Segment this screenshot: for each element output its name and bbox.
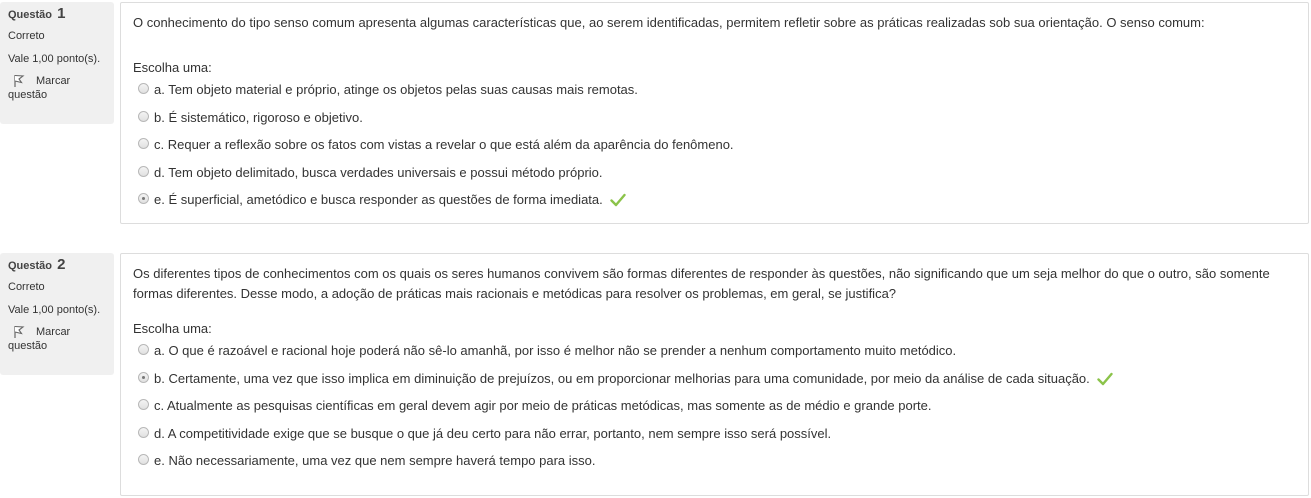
flag-label-2: questão	[8, 340, 48, 352]
question-number	[8, 257, 114, 274]
radio-button[interactable]	[138, 454, 149, 465]
radio-button[interactable]	[138, 83, 149, 94]
question-grade: Vale 1,00 ponto(s).	[8, 304, 101, 316]
answer-list	[133, 80, 1294, 218]
answer-option-a[interactable]	[133, 341, 1294, 369]
flag-icon	[12, 325, 26, 339]
answer-option-b[interactable]	[133, 369, 1294, 397]
check-icon	[1097, 372, 1113, 386]
question-text: O conhecimento do tipo senso comum apresenta algumas características que, ao serem identificadas, permitem refletir sobre as práticas realizadas sob sua orientação. O senso comum:	[133, 15, 1205, 30]
radio-button[interactable]	[138, 138, 149, 149]
question-state: Correto	[8, 281, 45, 293]
answer-option-e[interactable]	[133, 451, 1294, 479]
question-content	[120, 2, 1309, 224]
flag-icon	[12, 74, 26, 88]
answer-label: e. É superficial, ametódico e busca responder as questões de forma imediata.	[154, 192, 603, 207]
answer-list	[133, 341, 1294, 479]
radio-button[interactable]	[138, 427, 149, 438]
question-number	[8, 6, 114, 23]
answer-label: a. Tem objeto material e próprio, atinge os objetos pelas suas causas mais remotas.	[154, 82, 638, 97]
answer-label: a. O que é razoável e racional hoje poderá não sê-lo amanhã, por isso é melhor não se prender a nenhum comportamento muito metódico.	[154, 343, 957, 358]
flag-question-toggle[interactable]	[8, 325, 114, 353]
answer-label: b. Certamente, uma vez que isso implica em diminuição de prejuízos, ou em proporcionar melhorias para uma comunidade, por meio da análise de cada situação.	[154, 370, 1090, 386]
flag-label: Marcar	[36, 326, 71, 338]
answer-option-c[interactable]	[133, 135, 1294, 163]
question-info	[0, 253, 114, 375]
question-content	[120, 253, 1309, 496]
answer-label: c. Requer a reflexão sobre os fatos com vistas a revelar o que está além da aparência do fenômeno.	[154, 137, 734, 152]
question-label: Questão	[8, 260, 53, 272]
radio-button-selected[interactable]	[138, 372, 149, 383]
flag-question-toggle[interactable]	[8, 74, 114, 102]
question-state: Correto	[8, 30, 45, 42]
answer-option-d[interactable]	[133, 424, 1294, 452]
answer-option-e[interactable]	[133, 190, 1294, 218]
radio-button-selected[interactable]	[138, 193, 149, 204]
question-text: Os diferentes tipos de conhecimentos com os quais os seres humanos convivem são formas diferentes de responder às questões, não significando que um seja melhor do que o outro, são somente formas diferentes. Desse modo, a adoção de práticas mais racionais e metódicas para resolver os problemas, em geral, se justifica?	[133, 266, 1270, 301]
answer-option-a[interactable]	[133, 80, 1294, 108]
question-info	[0, 2, 114, 124]
flag-label: Marcar	[36, 75, 71, 87]
radio-button[interactable]	[138, 344, 149, 355]
question-grade: Vale 1,00 ponto(s).	[8, 53, 101, 65]
question-number-value: 1	[57, 5, 66, 22]
answer-label: d. A competitividade exige que se busque o que já deu certo para não errar, portanto, nem sempre isso será possível.	[154, 425, 832, 441]
answer-label: b. É sistemático, rigoroso e objetivo.	[154, 109, 363, 125]
answer-prompt: Escolha uma:	[133, 321, 212, 336]
answer-option-d[interactable]	[133, 163, 1294, 191]
radio-button[interactable]	[138, 166, 149, 177]
radio-button[interactable]	[138, 111, 149, 122]
answer-label: d. Tem objeto delimitado, busca verdades universais e possui método próprio.	[154, 164, 603, 180]
question-number-value: 2	[57, 256, 66, 273]
flag-label-2: questão	[8, 89, 48, 101]
answer-label: e. Não necessariamente, uma vez que nem sempre haverá tempo para isso.	[154, 453, 596, 468]
check-icon	[610, 193, 626, 207]
question-label: Questão	[8, 9, 53, 21]
radio-button[interactable]	[138, 399, 149, 410]
answer-prompt: Escolha uma:	[133, 60, 212, 75]
answer-label: c. Atualmente as pesquisas científicas em geral devem agir por meio de práticas metódicas, mas somente as de médio e grande porte.	[154, 398, 932, 413]
answer-option-c[interactable]	[133, 396, 1294, 424]
answer-option-b[interactable]	[133, 108, 1294, 136]
